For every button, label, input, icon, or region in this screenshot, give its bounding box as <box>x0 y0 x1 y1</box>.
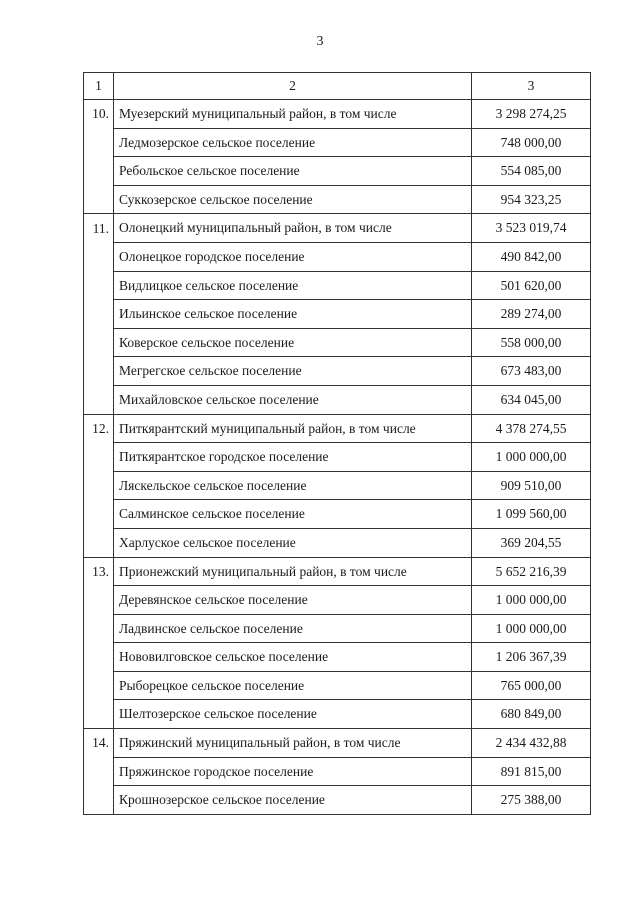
page-number: 3 <box>316 34 324 49</box>
table-header-row <box>84 73 591 100</box>
amount-value: 2 434 432,88 <box>472 729 591 758</box>
row-number <box>84 700 114 729</box>
settlement-row <box>84 157 591 186</box>
settlement-name: Нововилговское сельское поселение <box>114 643 472 672</box>
amount-value: 765 000,00 <box>472 671 591 700</box>
amount-value: 1 206 367,39 <box>472 643 591 672</box>
budget-allocation-table <box>83 72 591 815</box>
amount-value: 1 000 000,00 <box>472 586 591 615</box>
settlement-name: Питкярантское городское поселение <box>114 443 472 472</box>
row-number <box>84 528 114 557</box>
settlement-row <box>84 385 591 414</box>
row-number <box>84 300 114 329</box>
amount-value: 3 523 019,74 <box>472 214 591 243</box>
row-number <box>84 500 114 529</box>
row-number <box>84 157 114 186</box>
settlement-name: Коверское сельское поселение <box>114 328 472 357</box>
district-row <box>84 557 591 586</box>
row-number <box>84 786 114 815</box>
district-name: Муезерский муниципальный район, в том числе <box>114 100 472 129</box>
column-header-number: 1 <box>84 73 114 100</box>
amount-value: 554 085,00 <box>472 157 591 186</box>
district-name: Олонецкий муниципальный район, в том числе <box>114 214 472 243</box>
row-number <box>84 242 114 271</box>
amount-value: 748 000,00 <box>472 128 591 157</box>
row-number <box>84 586 114 615</box>
settlement-row <box>84 786 591 815</box>
row-number: 14. <box>84 729 114 758</box>
settlement-row <box>84 328 591 357</box>
settlement-row <box>84 528 591 557</box>
settlement-name: Пряжинское городское поселение <box>114 757 472 786</box>
district-row <box>84 214 591 243</box>
district-name: Пряжинский муниципальный район, в том числе <box>114 729 472 758</box>
row-number <box>84 271 114 300</box>
settlement-row <box>84 671 591 700</box>
settlement-row <box>84 614 591 643</box>
settlement-name: Шелтозерское сельское поселение <box>114 700 472 729</box>
settlement-row <box>84 357 591 386</box>
settlement-name: Ильинское сельское поселение <box>114 300 472 329</box>
settlement-row <box>84 443 591 472</box>
row-number <box>84 443 114 472</box>
row-number: 13. <box>84 557 114 586</box>
settlement-name: Мегрегское сельское поселение <box>114 357 472 386</box>
row-number: 12. <box>84 414 114 443</box>
amount-value: 634 045,00 <box>472 385 591 414</box>
settlement-name: Деревянское сельское поселение <box>114 586 472 615</box>
row-number <box>84 757 114 786</box>
settlement-row <box>84 471 591 500</box>
amount-value: 909 510,00 <box>472 471 591 500</box>
settlement-row <box>84 586 591 615</box>
amount-value: 4 378 274,55 <box>472 414 591 443</box>
column-header-name: 2 <box>114 73 472 100</box>
row-number <box>84 185 114 214</box>
amount-value: 5 652 216,39 <box>472 557 591 586</box>
settlement-row <box>84 757 591 786</box>
settlement-row <box>84 700 591 729</box>
amount-value: 1 099 560,00 <box>472 500 591 529</box>
amount-value: 289 274,00 <box>472 300 591 329</box>
settlement-name: Суккозерское сельское поселение <box>114 185 472 214</box>
amount-value: 369 204,55 <box>472 528 591 557</box>
amount-value: 3 298 274,25 <box>472 100 591 129</box>
row-number <box>84 471 114 500</box>
settlement-name: Харлуское сельское поселение <box>114 528 472 557</box>
amount-value: 680 849,00 <box>472 700 591 729</box>
row-number <box>84 385 114 414</box>
settlement-name: Ребольское сельское поселение <box>114 157 472 186</box>
settlement-name: Михайловское сельское поселение <box>114 385 472 414</box>
settlement-name: Ледмозерское сельское поселение <box>114 128 472 157</box>
district-row <box>84 414 591 443</box>
amount-value: 275 388,00 <box>472 786 591 815</box>
district-row <box>84 729 591 758</box>
district-row <box>84 100 591 129</box>
row-number <box>84 614 114 643</box>
amount-value: 558 000,00 <box>472 328 591 357</box>
settlement-name: Видлицкое сельское поселение <box>114 271 472 300</box>
settlement-row <box>84 242 591 271</box>
settlement-name: Рыборецкое сельское поселение <box>114 671 472 700</box>
settlement-row <box>84 300 591 329</box>
settlement-row <box>84 128 591 157</box>
settlement-row <box>84 271 591 300</box>
amount-value: 1 000 000,00 <box>472 443 591 472</box>
amount-value: 1 000 000,00 <box>472 614 591 643</box>
amount-value: 891 815,00 <box>472 757 591 786</box>
row-number <box>84 328 114 357</box>
row-number: 11. <box>84 214 114 243</box>
row-number <box>84 357 114 386</box>
row-number <box>84 671 114 700</box>
settlement-row <box>84 185 591 214</box>
amount-value: 501 620,00 <box>472 271 591 300</box>
column-header-amount: 3 <box>472 73 591 100</box>
settlement-name: Ладвинское сельское поселение <box>114 614 472 643</box>
district-name: Прионежский муниципальный район, в том числе <box>114 557 472 586</box>
district-name: Питкярантский муниципальный район, в том числе <box>114 414 472 443</box>
settlement-row <box>84 500 591 529</box>
row-number <box>84 643 114 672</box>
table-body <box>84 100 591 815</box>
row-number <box>84 128 114 157</box>
row-number: 10. <box>84 100 114 129</box>
settlement-name: Крошнозерское сельское поселение <box>114 786 472 815</box>
settlement-name: Салминское сельское поселение <box>114 500 472 529</box>
amount-value: 673 483,00 <box>472 357 591 386</box>
settlement-row <box>84 643 591 672</box>
amount-value: 490 842,00 <box>472 242 591 271</box>
settlement-name: Олонецкое городское поселение <box>114 242 472 271</box>
amount-value: 954 323,25 <box>472 185 591 214</box>
settlement-name: Ляскельское сельское поселение <box>114 471 472 500</box>
